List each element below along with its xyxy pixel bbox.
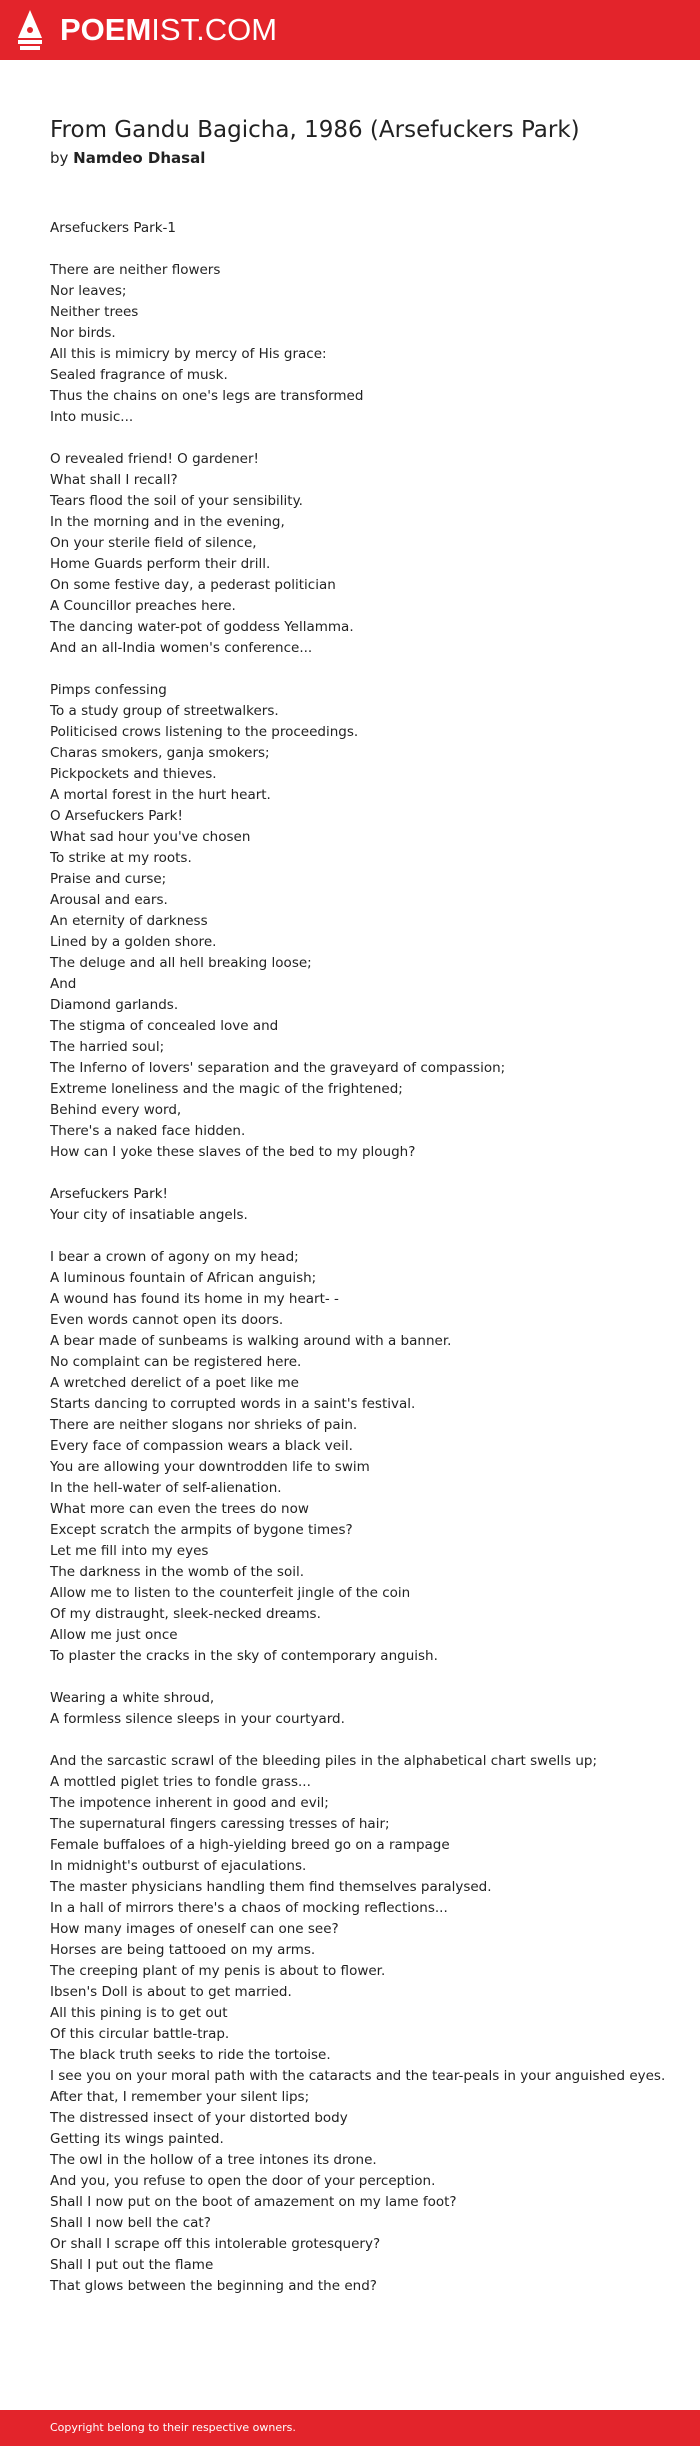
poem-line: I see you on your moral path with the cataracts and the tear-peals in your anguished eyes.	[50, 2068, 666, 2084]
poem-line: Home Guards perform their drill.	[50, 556, 271, 572]
poem-line: There are neither slogans nor shrieks of pain.	[50, 1417, 358, 1433]
poem-line: Female buffaloes of a high-yielding breed go on a rampage	[50, 1837, 450, 1853]
poem-line: Praise and curse;	[50, 871, 167, 887]
poem-line: All this pining is to get out	[50, 2005, 228, 2021]
poem-line: The stigma of concealed love and	[50, 1018, 279, 1034]
poem-line: Charas smokers, ganja smokers;	[50, 745, 270, 761]
poem-line: On your sterile field of silence,	[50, 535, 257, 551]
poem-line: Neither trees	[50, 304, 139, 320]
poem-line: How can I yoke these slaves of the bed to my plough?	[50, 1144, 416, 1160]
poem-line: Extreme loneliness and the magic of the frightened;	[50, 1081, 403, 1097]
poem-line: Pickpockets and thieves.	[50, 766, 217, 782]
poem-line: The harried soul;	[50, 1039, 165, 1055]
poem-line: The black truth seeks to ride the tortoise.	[50, 2047, 331, 2063]
poem-line: The Inferno of lovers' separation and the graveyard of compassion;	[50, 1060, 506, 1076]
poem-line: What sad hour you've chosen	[50, 829, 251, 845]
poem-line: Arsefuckers Park!	[50, 1186, 168, 1202]
poem-line: Shall I now put on the boot of amazement on my lame foot?	[50, 2194, 457, 2210]
poem-line: Nor leaves;	[50, 283, 127, 299]
poem-title: From Gandu Bagicha, 1986 (Arsefuckers Park)	[50, 117, 580, 143]
copyright-notice: Copyright belong to their respective owners.	[50, 2421, 296, 2434]
poem-line: Nor birds.	[50, 325, 116, 341]
poem-line: Thus the chains on one's legs are transformed	[50, 388, 364, 404]
site-logo[interactable]	[60, 12, 277, 48]
poem-line: Let me fill into my eyes	[50, 1543, 209, 1559]
poem-line: On some festive day, a pederast politician	[50, 577, 336, 593]
poem-line: Politicised crows listening to the proceedings.	[50, 724, 359, 740]
site-header	[0, 0, 700, 60]
poem-line: Or shall I scrape off this intolerable grotesquery?	[50, 2236, 381, 2252]
poem-line: Arousal and ears.	[50, 892, 168, 908]
poem-author: Namdeo Dhasal	[73, 149, 206, 167]
poem-line: The supernatural fingers caressing tresses of hair;	[50, 1816, 390, 1832]
poem-line: In the morning and in the evening,	[50, 514, 285, 530]
poem-line: And you, you refuse to open the door of your perception.	[50, 2173, 436, 2189]
poem-line: Every face of compassion wears a black veil.	[50, 1438, 353, 1454]
poem-line: Allow me to listen to the counterfeit jingle of the coin	[50, 1585, 411, 1601]
poem-line: The owl in the hollow of a tree intones its drone.	[50, 2152, 377, 2168]
poem-line: There are neither flowers	[50, 262, 221, 278]
poem-line: The dancing water-pot of goddess Yellamma.	[50, 619, 354, 635]
poem-line: Ibsen's Doll is about to get married.	[50, 1984, 292, 2000]
poem-line: Behind every word,	[50, 1102, 182, 1118]
stanza-break	[50, 1226, 670, 1247]
poem-line: Tears flood the soil of your sensibility.	[50, 493, 303, 509]
poem-line: I bear a crown of agony on my head;	[50, 1249, 299, 1265]
poem-line: The darkness in the womb of the soil.	[50, 1564, 305, 1580]
poem-line: All this is mimicry by mercy of His grace:	[50, 346, 327, 362]
poem-line: In midnight's outburst of ejaculations.	[50, 1858, 307, 1874]
poem-line: After that, I remember your silent lips;	[50, 2089, 310, 2105]
poem-line: Your city of insatiable angels.	[50, 1207, 248, 1223]
poem-line: Allow me just once	[50, 1627, 178, 1643]
poem-line: Pimps confessing	[50, 682, 167, 698]
stanza-break	[50, 1163, 670, 1184]
poem-line: The distressed insect of your distorted body	[50, 2110, 348, 2126]
poem-line: To a study group of streetwalkers.	[50, 703, 279, 719]
poem-line: Horses are being tattooed on my arms.	[50, 1942, 316, 1958]
stanza-break	[50, 659, 670, 680]
poem-line: How many images of oneself can one see?	[50, 1921, 339, 1937]
poem-line: O revealed friend! O gardener!	[50, 451, 259, 467]
poem-line: Arsefuckers Park-1	[50, 220, 177, 236]
poem-line: Even words cannot open its doors.	[50, 1312, 284, 1328]
poem-line: Into music...	[50, 409, 134, 425]
site-footer	[0, 2410, 700, 2446]
poem-line: And	[50, 976, 77, 992]
poem-line: No complaint can be registered here.	[50, 1354, 302, 1370]
poem-line: The deluge and all hell breaking loose;	[50, 955, 312, 971]
poem-body	[50, 218, 670, 2297]
poem-line: Shall I now bell the cat?	[50, 2215, 211, 2231]
stanza-break	[50, 239, 670, 260]
poem-line: Sealed fragrance of musk.	[50, 367, 228, 383]
poem-line: A mottled piglet tries to fondle grass...	[50, 1774, 311, 1790]
poem-line: You are allowing your downtrodden life to swim	[50, 1459, 370, 1475]
poem-line: The creeping plant of my penis is about to flower.	[50, 1963, 386, 1979]
poem-line: A formless silence sleeps in your courtyard.	[50, 1711, 345, 1727]
poem-line: In the hell-water of self-alienation.	[50, 1480, 282, 1496]
poem-line: There's a naked face hidden.	[50, 1123, 246, 1139]
poem-line: Diamond garlands.	[50, 997, 179, 1013]
poem-line: And the sarcastic scrawl of the bleeding piles in the alphabetical chart swells up;	[50, 1753, 598, 1769]
stanza-break	[50, 1667, 670, 1688]
poem-line: Starts dancing to corrupted words in a saint's festival.	[50, 1396, 416, 1412]
poem-byline	[50, 148, 205, 168]
poem-line: Of this circular battle-trap.	[50, 2026, 230, 2042]
poem-line: That glows between the beginning and the end?	[50, 2278, 377, 2294]
poem-line: A luminous fountain of African anguish;	[50, 1270, 317, 1286]
poem-line: Shall I put out the flame	[50, 2257, 214, 2273]
poem-line: A mortal forest in the hurt heart.	[50, 787, 271, 803]
stanza-break	[50, 1730, 670, 1751]
poem-line: O Arsefuckers Park!	[50, 808, 183, 824]
poem-line: A wound has found its home in my heart- -	[50, 1291, 339, 1307]
pen-nib-icon[interactable]	[16, 8, 44, 52]
poem-line: The impotence inherent in good and evil;	[50, 1795, 329, 1811]
poem-line: What shall I recall?	[50, 472, 178, 488]
poem-line: Of my distraught, sleek-necked dreams.	[50, 1606, 321, 1622]
poem-line: Getting its wings painted.	[50, 2131, 224, 2147]
poem-line: And an all-India women's conference...	[50, 640, 313, 656]
poem-line: To plaster the cracks in the sky of contemporary anguish.	[50, 1648, 438, 1664]
poem-line: To strike at my roots.	[50, 850, 192, 866]
poem-line: A bear made of sunbeams is walking around with a banner.	[50, 1333, 452, 1349]
stanza-break	[50, 428, 670, 449]
poem-line: A wretched derelict of a poet like me	[50, 1375, 299, 1391]
poem-line: The master physicians handling them find themselves paralysed.	[50, 1879, 492, 1895]
poem-line: Wearing a white shroud,	[50, 1690, 215, 1706]
logo-light-text: IST.COM	[151, 12, 278, 47]
poem-line: A Councillor preaches here.	[50, 598, 236, 614]
poem-line: In a hall of mirrors there's a chaos of mocking reflections...	[50, 1900, 448, 1916]
logo-bold-text: POEM	[60, 12, 152, 47]
poem-line: Lined by a golden shore.	[50, 934, 217, 950]
by-label: by	[50, 149, 74, 167]
poem-line: An eternity of darkness	[50, 913, 208, 929]
poem-line: What more can even the trees do now	[50, 1501, 309, 1517]
poem-line: Except scratch the armpits of bygone times?	[50, 1522, 353, 1538]
